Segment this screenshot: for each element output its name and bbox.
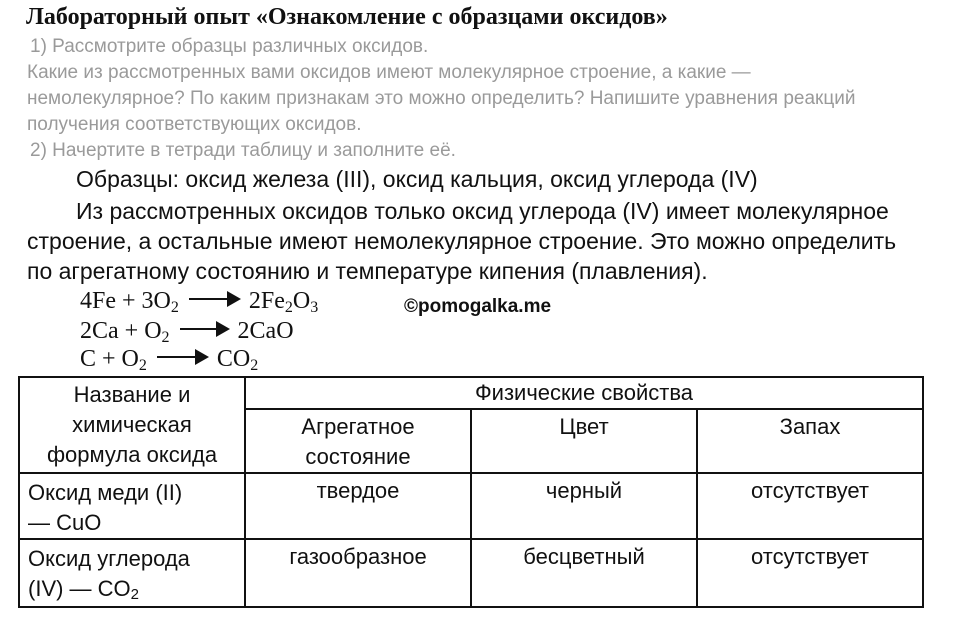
- equation-reactants: C + O: [80, 346, 139, 372]
- subscript: 2: [130, 586, 140, 603]
- state-cell: твердое: [245, 473, 471, 539]
- equation-products-part: O: [292, 288, 311, 314]
- oxide-name-cell: [19, 539, 245, 607]
- equation-reactants: 2Ca + O: [80, 318, 162, 344]
- answer-line-2: строение, а остальные имеют немолекулярное строение. Это можно определить: [27, 228, 897, 254]
- subscript: 2: [170, 299, 179, 316]
- samples-line: Образцы: оксид железа (III), оксид кальция, оксид углерода (IV): [76, 166, 758, 192]
- equation-products: 2Fe: [248, 288, 285, 314]
- subscript: 2: [138, 357, 147, 374]
- answer-line-1: Из рассмотренных оксидов только оксид углерода (IV) имеет молекулярное: [76, 198, 889, 224]
- header-smell: Запах: [697, 409, 923, 473]
- equation-products: CO: [216, 346, 251, 372]
- color-cell: бесцветный: [471, 539, 697, 607]
- equation-carbon: [80, 346, 258, 373]
- oxide-formula-text: (IV) — CO: [28, 576, 131, 601]
- reaction-arrow-icon: [189, 298, 239, 300]
- oxide-formula: [28, 574, 244, 604]
- oxide-name: Оксид углерода: [28, 546, 190, 571]
- task-question-line-1: Какие из рассмотренных вами оксидов имеют молекулярное строение, а какие —: [27, 62, 751, 83]
- subscript: 2: [161, 329, 170, 346]
- equation-iron: [80, 288, 318, 315]
- task-item-1: 1) Рассмотрите образцы различных оксидов.: [30, 36, 429, 57]
- answer-line-3: по агрегатному состоянию и температуре кипения (плавления).: [27, 258, 708, 284]
- task-question-line-2: немолекулярное? По каким признакам это можно определить? Напишите уравнения реакций: [27, 88, 856, 109]
- task-item-2: 2) Начертите в тетради таблицу и заполните её.: [30, 140, 456, 161]
- oxide-name: Оксид меди (II): [28, 480, 183, 505]
- task-question-line-3: получения соответствующих оксидов.: [27, 114, 362, 135]
- header-name-formula: [19, 377, 245, 473]
- subscript: 3: [310, 299, 319, 316]
- header-line: Название и: [73, 382, 191, 407]
- header-line: формула оксида: [46, 442, 218, 467]
- oxide-formula: [28, 508, 244, 538]
- state-cell: газообразное: [245, 539, 471, 607]
- equation-products: 2CaO: [237, 318, 294, 344]
- smell-cell: отсутствует: [697, 473, 923, 539]
- color-cell: черный: [471, 473, 697, 539]
- reaction-arrow-icon: [180, 328, 228, 330]
- equation-reactants: 4Fe + 3O: [80, 288, 171, 314]
- subscript: 2: [250, 357, 259, 374]
- oxide-name-cell: [19, 473, 245, 539]
- reaction-arrow-icon: [157, 356, 207, 358]
- subscript: 2: [284, 299, 293, 316]
- page-title: Лабораторный опыт «Ознакомление с образцами оксидов»: [26, 4, 668, 30]
- header-state: [245, 409, 471, 473]
- oxide-formula-text: — CuO: [28, 510, 102, 535]
- watermark: ©pomogalka.me: [404, 296, 552, 317]
- equation-calcium: [80, 318, 294, 345]
- table-row: [19, 473, 923, 539]
- table-row: [19, 539, 923, 607]
- header-physical-properties: Физические свойства: [245, 377, 923, 409]
- header-line: состояние: [305, 444, 411, 469]
- header-color: Цвет: [471, 409, 697, 473]
- smell-cell: отсутствует: [697, 539, 923, 607]
- header-line: химическая: [72, 412, 192, 437]
- oxides-table: [18, 376, 924, 608]
- header-line: Агрегатное: [301, 414, 415, 439]
